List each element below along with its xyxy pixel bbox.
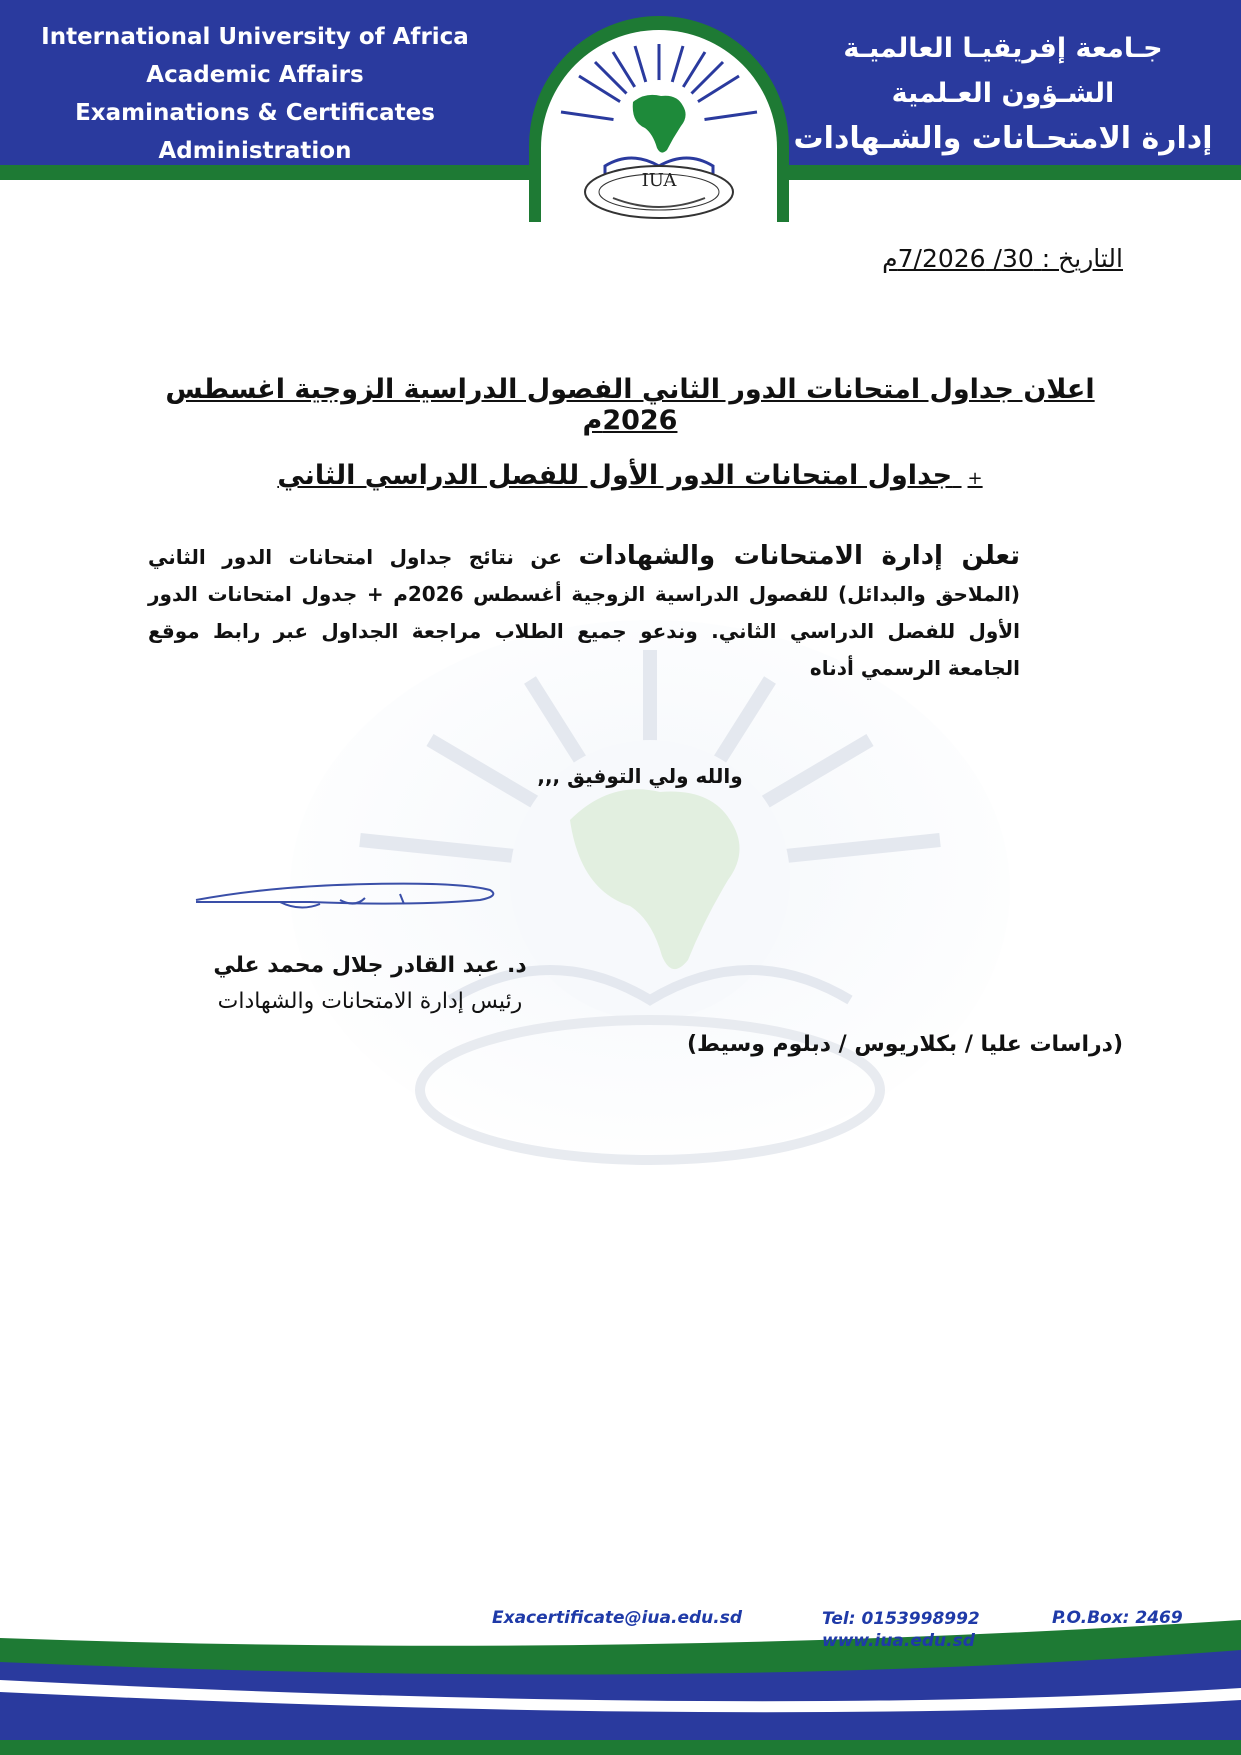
arabic-header-title [783,26,1223,161]
english-header-line: International University of Africa [41,24,469,50]
date-label: التاريخ : [1041,244,1123,273]
programs-scope: (دراسات عليا / بكلاريوس / دبلوم وسيط) [686,1032,1123,1057]
announcement-body [148,538,1020,687]
arabic-header-line: جـامعة إفريقيـا العالميـة [843,33,1163,64]
signer-title: رئيس إدارة الامتحانات والشهادات [217,989,523,1014]
english-header-line: Administration [158,138,352,164]
body-text: عن نتائج جداول امتحانات الدور الثاني (الملاحق والبدائل) للفصول الدراسية الزوجية أغسطس 2026م + جدول امتحانات الدور الأول للفصل الدراسي الثاني. وندعو جميع الطلاب مراجعة الجداول عبر رابط موقع الجامعة الرسمي أدناه [148,545,1020,680]
subheading-text: جداول امتحانات الدور الأول للفصل الدراسي الثاني [277,460,953,491]
signer-block [190,948,550,1020]
heading-text: اعلان جداول امتحانات الدور الثاني الفصول الدراسية الزوجية اغسطس 2026م [165,374,1095,436]
english-header-title [10,18,500,170]
closing-phrase: والله ولي التوفيق ,,, [537,764,743,788]
footer-email[interactable]: Exacertificate@iua.edu.sd [492,1608,742,1628]
university-logo [521,16,797,222]
announcement-heading [150,374,1110,436]
body-lead: تعلن إدارة الامتحانات والشهادات [578,541,1020,571]
plus-sign: + [967,468,983,489]
signer-name: د. عبد القادر جلال محمد علي [213,953,527,978]
footer-phone-website [822,1608,980,1652]
footer-po-box: P.O.Box: 2469 [1052,1608,1183,1628]
english-header-line: Examinations & Certificates [75,100,435,126]
footer-phone: Tel: 0153998992 [822,1609,980,1629]
arabic-header-line: إدارة الامتحـانات والشـهادات [793,121,1213,156]
svg-text:IUA: IUA [641,170,677,191]
document-date [882,244,1123,273]
announcement-subheading [150,460,1110,491]
arabic-header-line: الشـؤون العـلمية [891,78,1115,109]
english-header-line: Academic Affairs [146,62,364,88]
footer-website[interactable]: www.iua.edu.sd [822,1631,975,1651]
date-value: 30/ 7/2026م [882,244,1034,273]
handwritten-signature [190,872,510,920]
